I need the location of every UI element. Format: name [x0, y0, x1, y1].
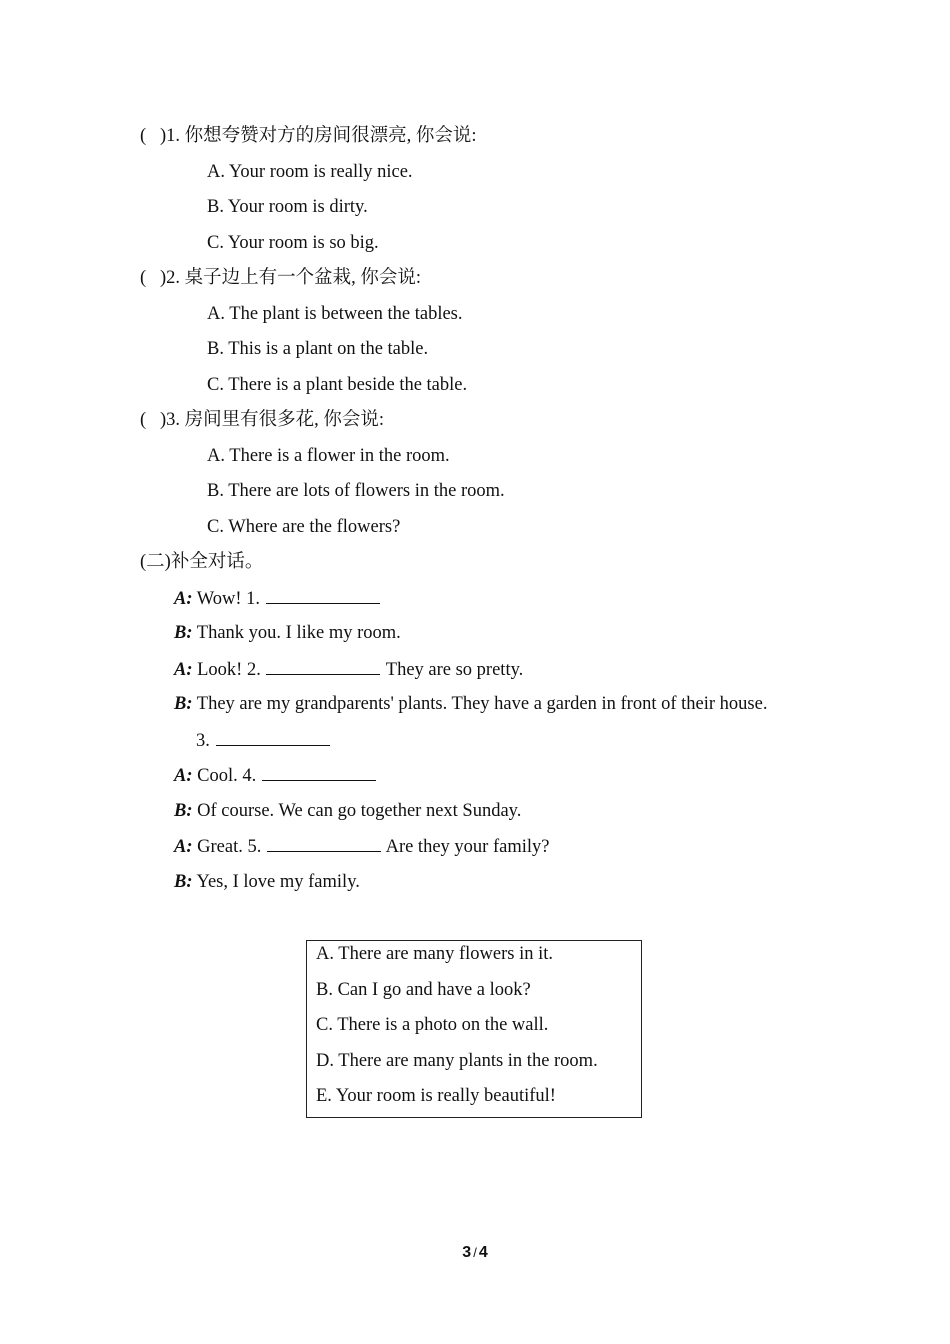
answer-blank[interactable]	[216, 729, 330, 746]
section-heading: (二)补全对话。	[140, 552, 264, 572]
speaker-label: A:	[174, 660, 193, 680]
question-1-option-b: B. Your room is dirty.	[207, 197, 368, 217]
dialogue-line-9	[174, 871, 360, 893]
question-3-option-b: B. There are lots of flowers in the room.	[207, 481, 505, 501]
question-2-option-c: C. There is a plant beside the table.	[207, 375, 468, 395]
answer-blank[interactable]	[266, 658, 380, 675]
line-text: Yes, I love my family.	[196, 872, 360, 892]
choice-e: E. Your room is really beautiful!	[316, 1086, 556, 1106]
line-text: Thank you. I like my room.	[196, 623, 401, 643]
dialogue-line-1	[174, 587, 381, 610]
line-text: Great. 5.	[197, 837, 262, 857]
choice-c: C. There is a photo on the wall.	[316, 1015, 549, 1035]
speaker-label: B:	[174, 872, 193, 892]
line-text: Look! 2.	[197, 660, 261, 680]
answer-blank[interactable]	[267, 835, 381, 852]
answer-paren[interactable]: (	[140, 268, 147, 288]
page-total: 4	[478, 1244, 488, 1261]
question-1-option-c: C. Your room is so big.	[207, 233, 379, 253]
question-1	[140, 125, 477, 147]
dialogue-line-5	[196, 729, 331, 752]
answer-blank[interactable]	[262, 764, 376, 781]
choice-a: A. There are many flowers in it.	[316, 944, 553, 964]
choice-d: D. There are many plants in the room.	[316, 1051, 598, 1071]
speaker-label: B:	[174, 623, 193, 643]
answer-blank[interactable]	[266, 587, 380, 604]
choice-b: B. Can I go and have a look?	[316, 980, 531, 1000]
dialogue-line-6	[174, 764, 377, 787]
question-1-option-a: A. Your room is really nice.	[207, 162, 413, 182]
speaker-label: B:	[174, 694, 193, 714]
speaker-label: B:	[174, 801, 193, 821]
dialogue-line-4	[174, 693, 767, 715]
question-prompt: )3. 房间里有很多花, 你会说:	[160, 410, 385, 430]
line-text: Cool. 4.	[197, 766, 257, 786]
question-3	[140, 409, 384, 431]
dialogue-line-2	[174, 622, 401, 644]
line-text-after: They are so pretty.	[385, 660, 524, 680]
dialogue-line-7	[174, 800, 521, 822]
question-prompt: )2. 桌子边上有一个盆栽, 你会说:	[160, 268, 422, 288]
answer-paren[interactable]: (	[140, 410, 147, 430]
line-text: Of course. We can go together next Sunday.	[197, 801, 522, 821]
dialogue-line-3	[174, 658, 523, 681]
choices-box	[306, 940, 642, 1118]
line-text: They are my grandparents' plants. They have a garden in front of their house.	[196, 694, 768, 714]
dialogue-line-8	[174, 835, 549, 858]
question-2-option-a: A. The plant is between the tables.	[207, 304, 463, 324]
question-prompt: )1. 你想夸赞对方的房间很漂亮, 你会说:	[160, 126, 477, 146]
speaker-label: A:	[174, 837, 193, 857]
speaker-label: A:	[174, 589, 193, 609]
line-text: 3.	[196, 731, 210, 751]
page-number	[0, 1244, 950, 1262]
speaker-label: A:	[174, 766, 193, 786]
question-2-option-b: B. This is a plant on the table.	[207, 339, 429, 359]
question-3-option-a: A. There is a flower in the room.	[207, 446, 450, 466]
line-text-after: Are they your family?	[385, 837, 550, 857]
answer-paren[interactable]: (	[140, 126, 147, 146]
question-3-option-c: C. Where are the flowers?	[207, 517, 401, 537]
line-text: Wow! 1.	[196, 589, 261, 609]
page-current: 3	[462, 1244, 472, 1261]
page-separator: /	[473, 1245, 477, 1260]
question-2	[140, 267, 421, 289]
